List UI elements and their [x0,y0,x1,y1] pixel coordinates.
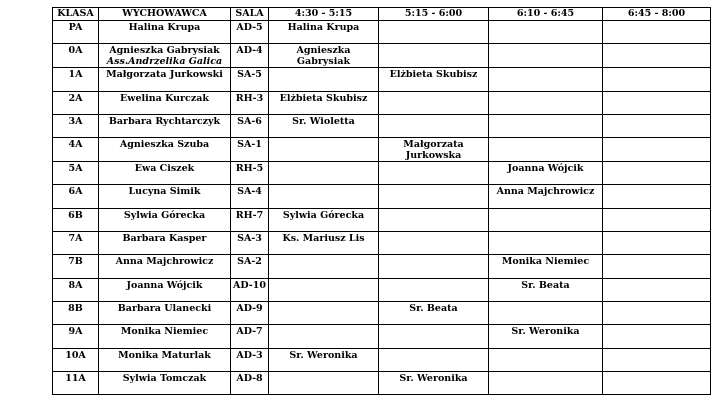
cell-klasa: 6B [53,208,99,231]
cell-sala: RH-7 [231,208,269,231]
cell-s2 [379,114,489,137]
cell-wychowawca [99,44,231,68]
cell-sala: SA-4 [231,185,269,208]
cell-s1: Sr. Wioletta [269,114,379,137]
cell-s4 [603,278,711,301]
cell-s2 [379,348,489,371]
cell-wychowawca [99,232,231,255]
header-wychowawca: WYCHOWAWCA [99,8,231,21]
table-row [53,138,711,162]
cell-s1: Elżbieta Skubisz [269,91,379,114]
header-row [53,8,711,21]
table-row [53,278,711,301]
cell-sala: SA-1 [231,138,269,162]
wychowawca-name: Monika Niemiec [120,326,209,338]
cell-wychowawca [99,255,231,278]
cell-s1: Halina Krupa [269,21,379,44]
cell-s2 [379,325,489,348]
cell-sala: RH-3 [231,91,269,114]
cell-s4 [603,44,711,68]
table-row [53,185,711,208]
wychowawca-name: Agnieszka Szuba [119,139,210,151]
wychowawca-name: Sylwia Tomczak [122,372,207,384]
cell-s3: Joanna Wójcik [489,162,603,185]
header-slot-1: 4:30 - 5:15 [269,8,379,21]
cell-s4 [603,68,711,91]
table-row [53,44,711,68]
cell-sala: SA-5 [231,68,269,91]
cell-s3 [489,232,603,255]
cell-wychowawca [99,114,231,137]
cell-s2 [379,278,489,301]
cell-sala: AD-10 [231,278,269,301]
cell-s2 [379,232,489,255]
cell-s3 [489,44,603,68]
cell-s2 [379,21,489,44]
cell-s4 [603,114,711,137]
cell-s4 [603,371,711,394]
cell-sala: SA-2 [231,255,269,278]
cell-klasa: 9A [53,325,99,348]
header-sala: SALA [231,8,269,21]
wychowawca-name: Anna Majchrowicz [115,256,214,268]
cell-klasa: 6A [53,185,99,208]
cell-klasa: 0A [53,44,99,68]
wychowawca-name: Joanna Wójcik [126,279,203,291]
cell-wychowawca [99,185,231,208]
cell-s3: Anna Majchrowicz [489,185,603,208]
header-slot-3: 6:10 - 6:45 [489,8,603,21]
cell-s1: Ks. Mariusz Lis [269,232,379,255]
cell-s1 [269,185,379,208]
cell-wychowawca [99,278,231,301]
wychowawca-name: Lucyna Simik [128,186,201,198]
wychowawca-name: Ewelina Kurczak [120,92,209,104]
table-row [53,348,711,371]
cell-klasa: 11A [53,371,99,394]
cell-wychowawca [99,68,231,91]
cell-s1 [269,278,379,301]
wychowawca-name: Agnieszka Gabrysiak [109,45,220,57]
cell-s2 [379,91,489,114]
table-row [53,114,711,137]
cell-sala: AD-8 [231,371,269,394]
cell-s1 [269,162,379,185]
cell-s4 [603,255,711,278]
cell-klasa: PA [53,21,99,44]
cell-s1 [269,301,379,324]
cell-sala: AD-4 [231,44,269,68]
cell-klasa: 4A [53,138,99,162]
cell-s4 [603,348,711,371]
cell-s4 [603,91,711,114]
cell-s3 [489,371,603,394]
cell-wychowawca [99,138,231,162]
cell-s2: Elżbieta Skubisz [379,68,489,91]
cell-wychowawca [99,91,231,114]
cell-s1 [269,371,379,394]
assistant-name: Ass.Andrzelika Galica [106,56,223,68]
cell-s3 [489,114,603,137]
header-slot-4: 6:45 - 8:00 [603,8,711,21]
cell-s2 [379,162,489,185]
cell-s1 [269,325,379,348]
schedule-table [52,7,711,395]
header-klasa: KLASA [53,8,99,21]
wychowawca-name: Monika Maturlak [118,349,211,361]
cell-sala: AD-9 [231,301,269,324]
cell-s1: Sr. Weronika [269,348,379,371]
cell-s3: Sr. Beata [489,278,603,301]
cell-s4 [603,232,711,255]
cell-s2 [379,185,489,208]
cell-s2: Sr. Weronika [379,371,489,394]
cell-wychowawca [99,208,231,231]
cell-s1 [269,138,379,162]
wychowawca-name: Barbara Kasper [122,233,207,245]
table-row [53,162,711,185]
wychowawca-name: Sylwia Górecka [123,209,206,221]
cell-klasa: 3A [53,114,99,137]
cell-s2: Sr. Beata [379,301,489,324]
cell-klasa: 1A [53,68,99,91]
cell-s3 [489,68,603,91]
cell-s1: Sylwia Górecka [269,208,379,231]
cell-wychowawca [99,301,231,324]
cell-s3 [489,301,603,324]
table-row [53,325,711,348]
cell-s1 [269,255,379,278]
cell-klasa: 7A [53,232,99,255]
header-slot-2: 5:15 - 6:00 [379,8,489,21]
cell-s4 [603,162,711,185]
table-row [53,371,711,394]
cell-wychowawca [99,162,231,185]
wychowawca-name: Barbara Ulanecki [117,302,212,314]
cell-sala: SA-3 [231,232,269,255]
cell-s3 [489,21,603,44]
cell-s1 [269,68,379,91]
table-row [53,232,711,255]
table-row [53,21,711,44]
wychowawca-name: Ewa Ciszek [134,163,195,175]
cell-sala: SA-6 [231,114,269,137]
cell-s3 [489,208,603,231]
wychowawca-name: Barbara Rychtarczyk [108,115,221,127]
cell-s2: Małgorzata Jurkowska [379,138,489,162]
cell-wychowawca [99,371,231,394]
wychowawca-name: Halina Krupa [128,22,201,33]
cell-klasa: 8A [53,278,99,301]
table-row [53,301,711,324]
cell-sala: AD-7 [231,325,269,348]
cell-sala: RH-5 [231,162,269,185]
cell-s2 [379,208,489,231]
cell-s4 [603,325,711,348]
table-row [53,91,711,114]
cell-klasa: 10A [53,348,99,371]
cell-s3 [489,138,603,162]
cell-s3 [489,91,603,114]
cell-sala: AD-5 [231,21,269,44]
table-row [53,208,711,231]
cell-s2 [379,44,489,68]
cell-s3 [489,348,603,371]
wychowawca-name: Małgorzata Jurkowski [106,69,223,81]
cell-sala: AD-3 [231,348,269,371]
cell-klasa: 7B [53,255,99,278]
cell-s4 [603,138,711,162]
cell-klasa: 8B [53,301,99,324]
cell-s3: Sr. Weronika [489,325,603,348]
cell-s1: Agnieszka Gabrysiak [269,44,379,68]
cell-wychowawca [99,348,231,371]
cell-s4 [603,21,711,44]
cell-s4 [603,301,711,324]
table-row [53,255,711,278]
cell-s3: Monika Niemiec [489,255,603,278]
cell-wychowawca [99,325,231,348]
cell-s2 [379,255,489,278]
table-row [53,68,711,91]
cell-klasa: 2A [53,91,99,114]
cell-s4 [603,208,711,231]
cell-s4 [603,185,711,208]
cell-klasa: 5A [53,162,99,185]
cell-wychowawca [99,21,231,44]
